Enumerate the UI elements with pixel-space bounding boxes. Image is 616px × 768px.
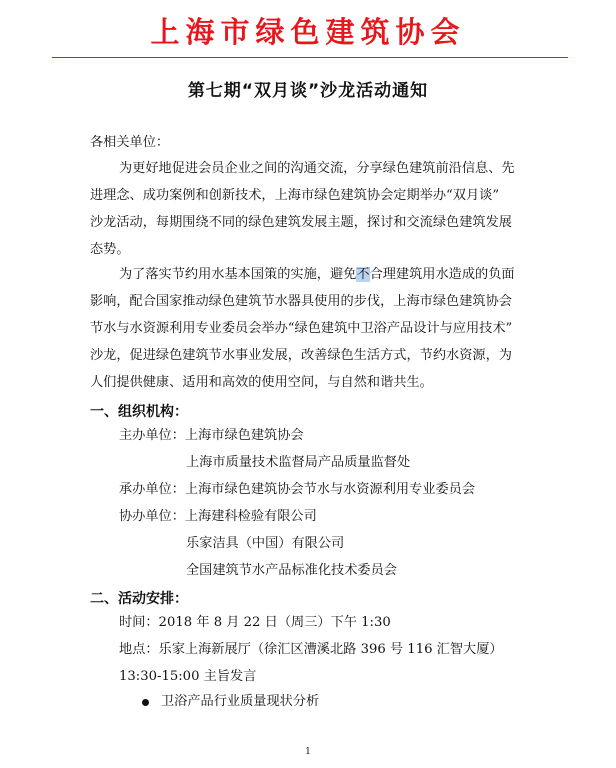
para1-line4: 态势。 (90, 242, 130, 257)
section1-heading: 一、组织机构： (90, 404, 188, 420)
co-organizer-line-2: 乐家洁具（中国）有限公司 (186, 536, 345, 551)
org-title: 上海市绿色建筑协会 (150, 15, 466, 49)
notice-title: 第七期“双月谈”沙龙活动通知 (187, 81, 429, 101)
text-selection-highlight: 不 (356, 267, 370, 282)
host-line-2: 上海市质量技术监督局产品质量监督处 (186, 455, 411, 470)
agenda-time: 13:30-15:00 主旨发言 (119, 669, 257, 684)
organizer-line: 承办单位：上海市绿色建筑协会节水与水资源利用专业委员会 (119, 482, 476, 497)
para2-line1-pre: 为了落实节约用水基本国策的实施，避免 (119, 267, 357, 282)
host-line: 主办单位：上海市绿色建筑协会 (119, 428, 304, 443)
para2-line2: 影响，配合国家推动绿色建筑节水器具使用的步伐，上海市绿色建筑协会 (90, 294, 512, 309)
para2-line4: 沙龙，促进绿色建筑节水事业发展，改善绿色生活方式，节约水资源，为 (90, 348, 512, 363)
event-location: 地点：乐家上海新展厅（徐汇区漕溪北路 396 号 116 汇智大厦） (119, 642, 503, 657)
salutation: 各相关单位： (90, 135, 170, 150)
para2-line3: 节水与水资源利用专业委员会举办“绿色建筑中卫浴产品设计与应用技术” (90, 321, 513, 336)
para1-line3: 沙龙活动，每期围绕不同的绿色建筑发展主题，探讨和交流绿色建筑发展 (90, 215, 512, 230)
header-divider (52, 57, 568, 58)
para1-line1: 为更好地促进会员企业之间的沟通交流，分享绿色建筑前沿信息、先 (119, 161, 515, 176)
co-organizer-line-3: 全国建筑节水产品标准化技术委员会 (186, 563, 397, 578)
section2-heading: 二、活动安排： (90, 591, 188, 607)
agenda-bullet-1: 卫浴产品行业质量现状分析 (161, 694, 320, 709)
para2-line1-post: 合理建筑用水造成的负面 (369, 267, 515, 282)
co-organizer-line: 协办单位：上海建科检验有限公司 (119, 509, 317, 524)
para1-line2: 进理念、成功案例和创新技术，上海市绿色建筑协会定期举办“双月谈” (90, 188, 500, 203)
para2-line5: 人们提供健康、适用和高效的使用空间，与自然和谐共生。 (90, 375, 433, 390)
bullet-icon (142, 699, 149, 706)
event-time: 时间：2018 年 8 月 22 日（周三）下午 1:30 (119, 615, 391, 630)
para2-line1 (119, 266, 515, 284)
page-number: 1 (305, 747, 311, 757)
